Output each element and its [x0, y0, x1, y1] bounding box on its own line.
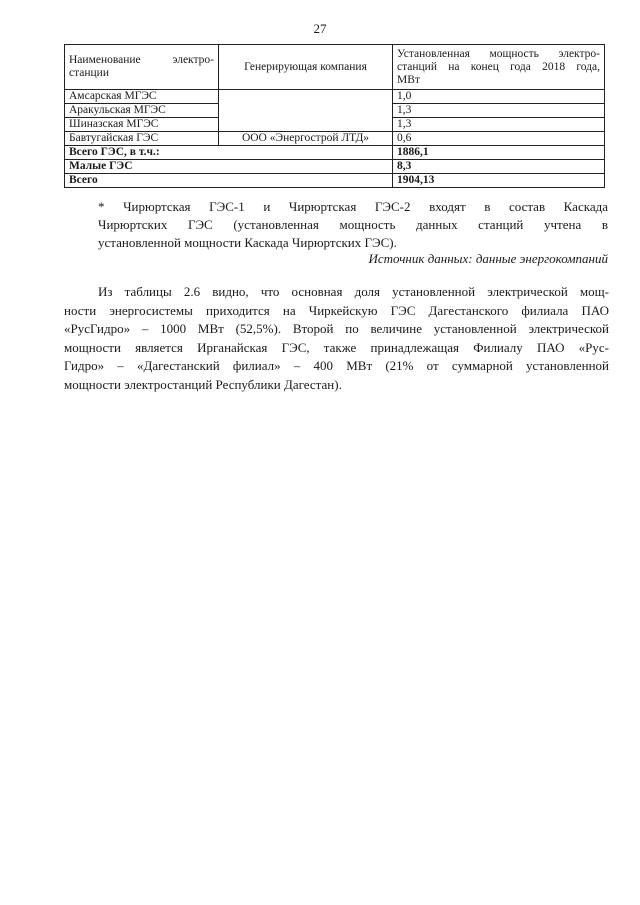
page-number: 27: [313, 21, 327, 36]
station-name: Аракульская МГЭС: [65, 104, 219, 118]
footnote-line: * Чирюртская ГЭС-1 и Чирюртская ГЭС-2 входят в состав Каскада: [98, 199, 608, 214]
footnote-line: Чирюртских ГЭС (установленная мощность данных станций учтена в: [98, 217, 608, 232]
data-source-note: Источник данных: данные энергокомпаний: [368, 251, 608, 266]
station-name: Амсарская МГЭС: [65, 90, 219, 104]
company-name: [219, 90, 393, 132]
station-capacity: 1,3: [393, 118, 605, 132]
table-footnote: [98, 198, 608, 252]
paragraph-line: «РусГидро» – 1000 МВт (52,5%). Второй по величине установленной электрической: [64, 321, 609, 337]
total-row: [65, 146, 605, 160]
station-capacity: 1,0: [393, 90, 605, 104]
total-row: [65, 174, 605, 188]
header-station-name: [65, 45, 219, 90]
table-row: [65, 90, 605, 104]
header-col1-line1: Наименование электро-: [69, 54, 214, 66]
total-label: Всего ГЭС, в т.ч.:: [65, 146, 393, 160]
total-value: 1904,13: [393, 174, 605, 188]
total-row: [65, 160, 605, 174]
total-label: Малые ГЭС: [65, 160, 393, 174]
footnote-line: установленной мощности Каскада Чирюртских ГЭС).: [98, 235, 397, 250]
station-name: Шиназская МГЭС: [65, 118, 219, 132]
total-value: 8,3: [393, 160, 605, 174]
header-col1-line2: станции: [69, 67, 109, 79]
capacity-table: [64, 44, 605, 188]
paragraph-line: мощности электростанций Республики Дагестан).: [64, 376, 342, 392]
header-company: Генерирующая компания: [219, 45, 393, 90]
paragraph-line: мощности является Ирганайская ГЭС, также принадлежащая Филиалу ПАО «Рус-: [64, 339, 609, 355]
header-col3-line2: станций на конец года 2018 года,: [397, 60, 600, 73]
company-name: ООО «Энергострой ЛТД»: [219, 132, 393, 146]
station-name: Бавтугайская ГЭС: [65, 132, 219, 146]
header-col3-line3: МВт: [397, 73, 420, 86]
station-capacity: 1,3: [393, 104, 605, 118]
paragraph-line: Из таблицы 2.6 видно, что основная доля установленной электрической мощ-: [98, 284, 609, 299]
table-header-row: [65, 45, 605, 90]
table-row: [65, 132, 605, 146]
paragraph-line: ности энергосистемы приходится на Чиркейскую ГЭС Дагестанского филиала ПАО: [64, 302, 609, 318]
total-label: Всего: [65, 174, 393, 188]
station-capacity: 0,6: [393, 132, 605, 146]
header-capacity: [393, 45, 605, 90]
paragraph-line: Гидро» – «Дагестанский филиал» – 400 МВт (21% от суммарной установленной: [64, 358, 609, 374]
header-col3-line1: Установленная мощность электро-: [397, 47, 600, 60]
total-value: 1886,1: [393, 146, 605, 160]
body-paragraph: [64, 283, 609, 395]
